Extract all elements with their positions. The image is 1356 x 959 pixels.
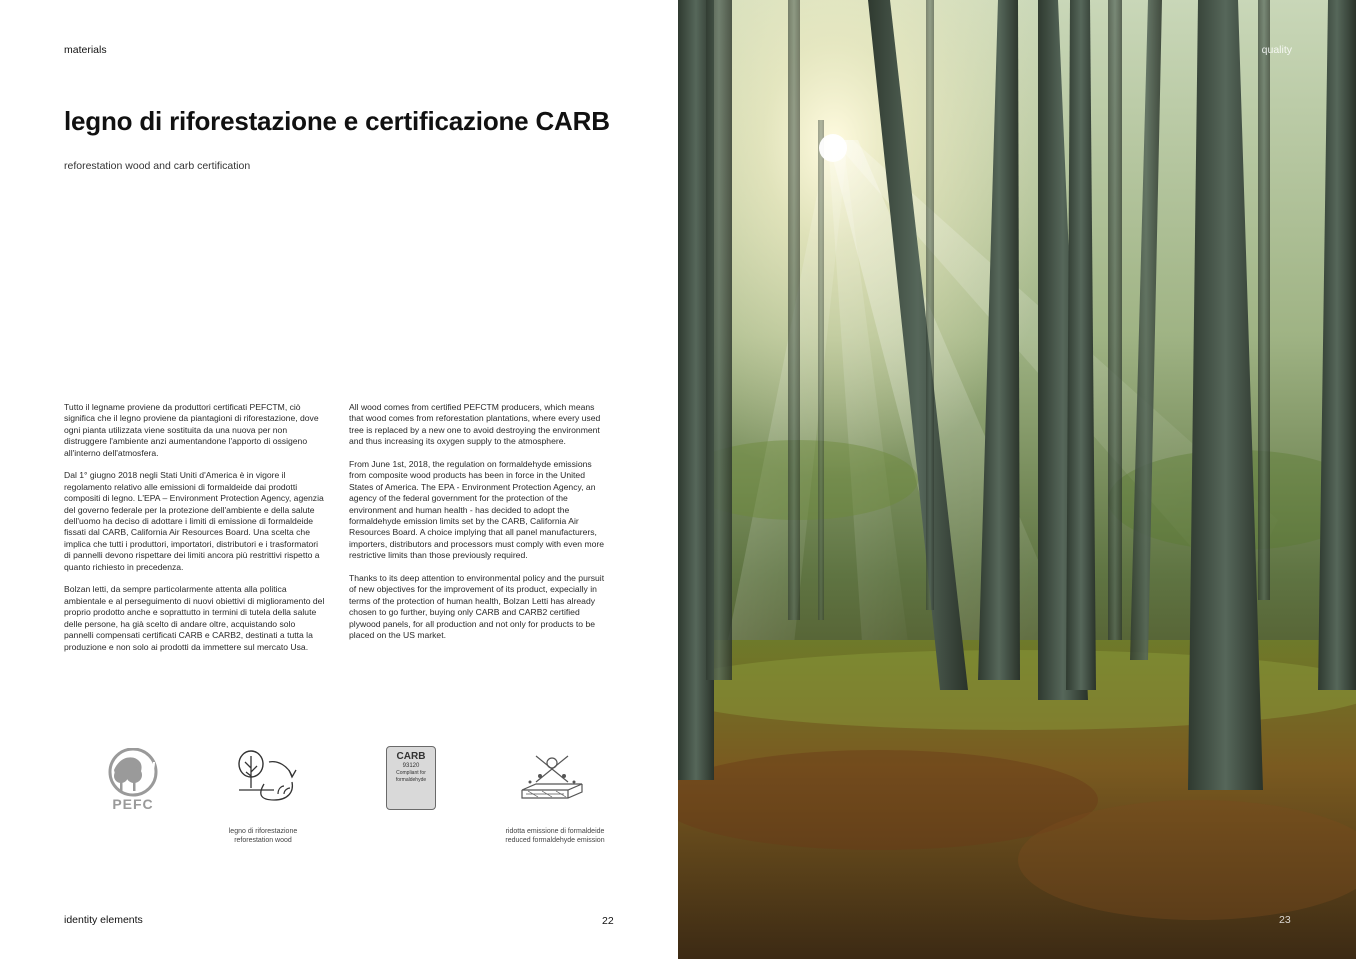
paragraph-en-3: Thanks to its deep attention to environmental policy and the pursuit of new objectives for the improvement of its product, expecially in terms of the protection of human health, Bolzan Letti has already chosen to go further, buying only CARB and CARB2 certified plywood panels, for all production and not only for products to be placed on the US market. [349,573,605,641]
carb-desc-1: Compliant for [396,770,426,776]
emission-caption-en: reduced formaldehyde emission [505,836,605,844]
paragraph-it-1: Tutto il legname proviene da produttori certificati PEFCTM, ciò significa che il legno proviene da piantagioni di riforestazione, dove ogni pianta utilizzata viene sostituita da una nuova per non distruggere l'ambiente anzi aumentandone l'apporto di ossigeno all'interno dell'atmosfera. [64,402,319,458]
paragraph-en-1: All wood comes from certified PEFCTM producers, which means that wood comes from reforestation plantations, where every used tree is replaced by a new one to avoid destroying the environment and thus increasing its oxygen supply to the atmosphere. [349,402,601,447]
emission-caption [480,828,630,845]
english-text-column [349,402,611,653]
emission-caption-it: ridotta emissione di formaldeide [505,828,605,835]
formaldehyde-emission-icon [516,754,588,806]
forest-photo [678,0,1356,959]
paragraph-it-2: Dal 1° giugno 2018 negli Stati Uniti d'America è in vigore il regolamento relativo alle emissioni di formaldeide dai prodotti compositi di legno. L'EPA – Environment Protection Agency, agenzia del governo federale per la protezione dell'ambiente e della salute dell'uomo ha deciso di adottare i limiti di emissione di formaldeide fissati dal CARB, California Air Resources Board. Una scelta che implica che tutti i produttori, importatori, distributori e i trasformatori di pannelli devono rispettare dei limiti ancora più restrittivi rispetto a quanto richiesto in precedenza. [64,470,324,572]
reforestation-icon [234,748,304,808]
italian-text-column [64,402,326,664]
carb-badge-icon [386,746,436,810]
quality-label: quality [1261,44,1292,56]
paragraph-en-2: From June 1st, 2018, the regulation on formaldehyde emissions from composite wood products has been in force in the United States of America. The EPA - Environment Protection Agency, an agency of the federal government for the protection of the environment and human health - has decided to adopt the formaldehyde emission limits set by the CARB, California Air Resources Board. A choice implying that all panel manufacturers, importers, distributors and processors must comply with even more restrictive limits than those previously required. [349,459,605,561]
pefc-label: PEFC [112,796,154,812]
carb-desc-2: formaldehyde [395,777,427,783]
footer-label: identity elements [64,914,143,926]
pefc-logo-icon [104,748,164,814]
reforestation-caption [188,828,338,845]
forest-photo-image [678,0,1356,959]
page-number-right: 23 [1279,914,1291,926]
paragraph-it-3: Bolzan letti, da sempre particolarmente attenta alla politica ambientale e al perseguimento di nuovi obiettivi di miglioramento del proprio prodotto anche e soprattutto in termini di tutela della salute delle persone, ha già scelto di andare oltre, acquistando solo pannelli compensati certificati CARB e CARB2, destinati a tutta la produzione e non solo ai prodotti da immettere sul mercato Usa. [64,584,325,652]
page-subtitle: reforestation wood and carb certification [64,160,251,172]
carb-title: CARB [396,751,426,762]
section-label: materials [64,44,107,56]
page-title: legno di riforestazione e certificazione CARB [64,106,610,136]
reforestation-caption-it: legno di riforestazione [228,828,298,835]
reforestation-caption-en: reforestation wood [234,836,292,844]
page-number-left: 22 [602,915,614,927]
carb-number: 93120 [402,763,420,769]
